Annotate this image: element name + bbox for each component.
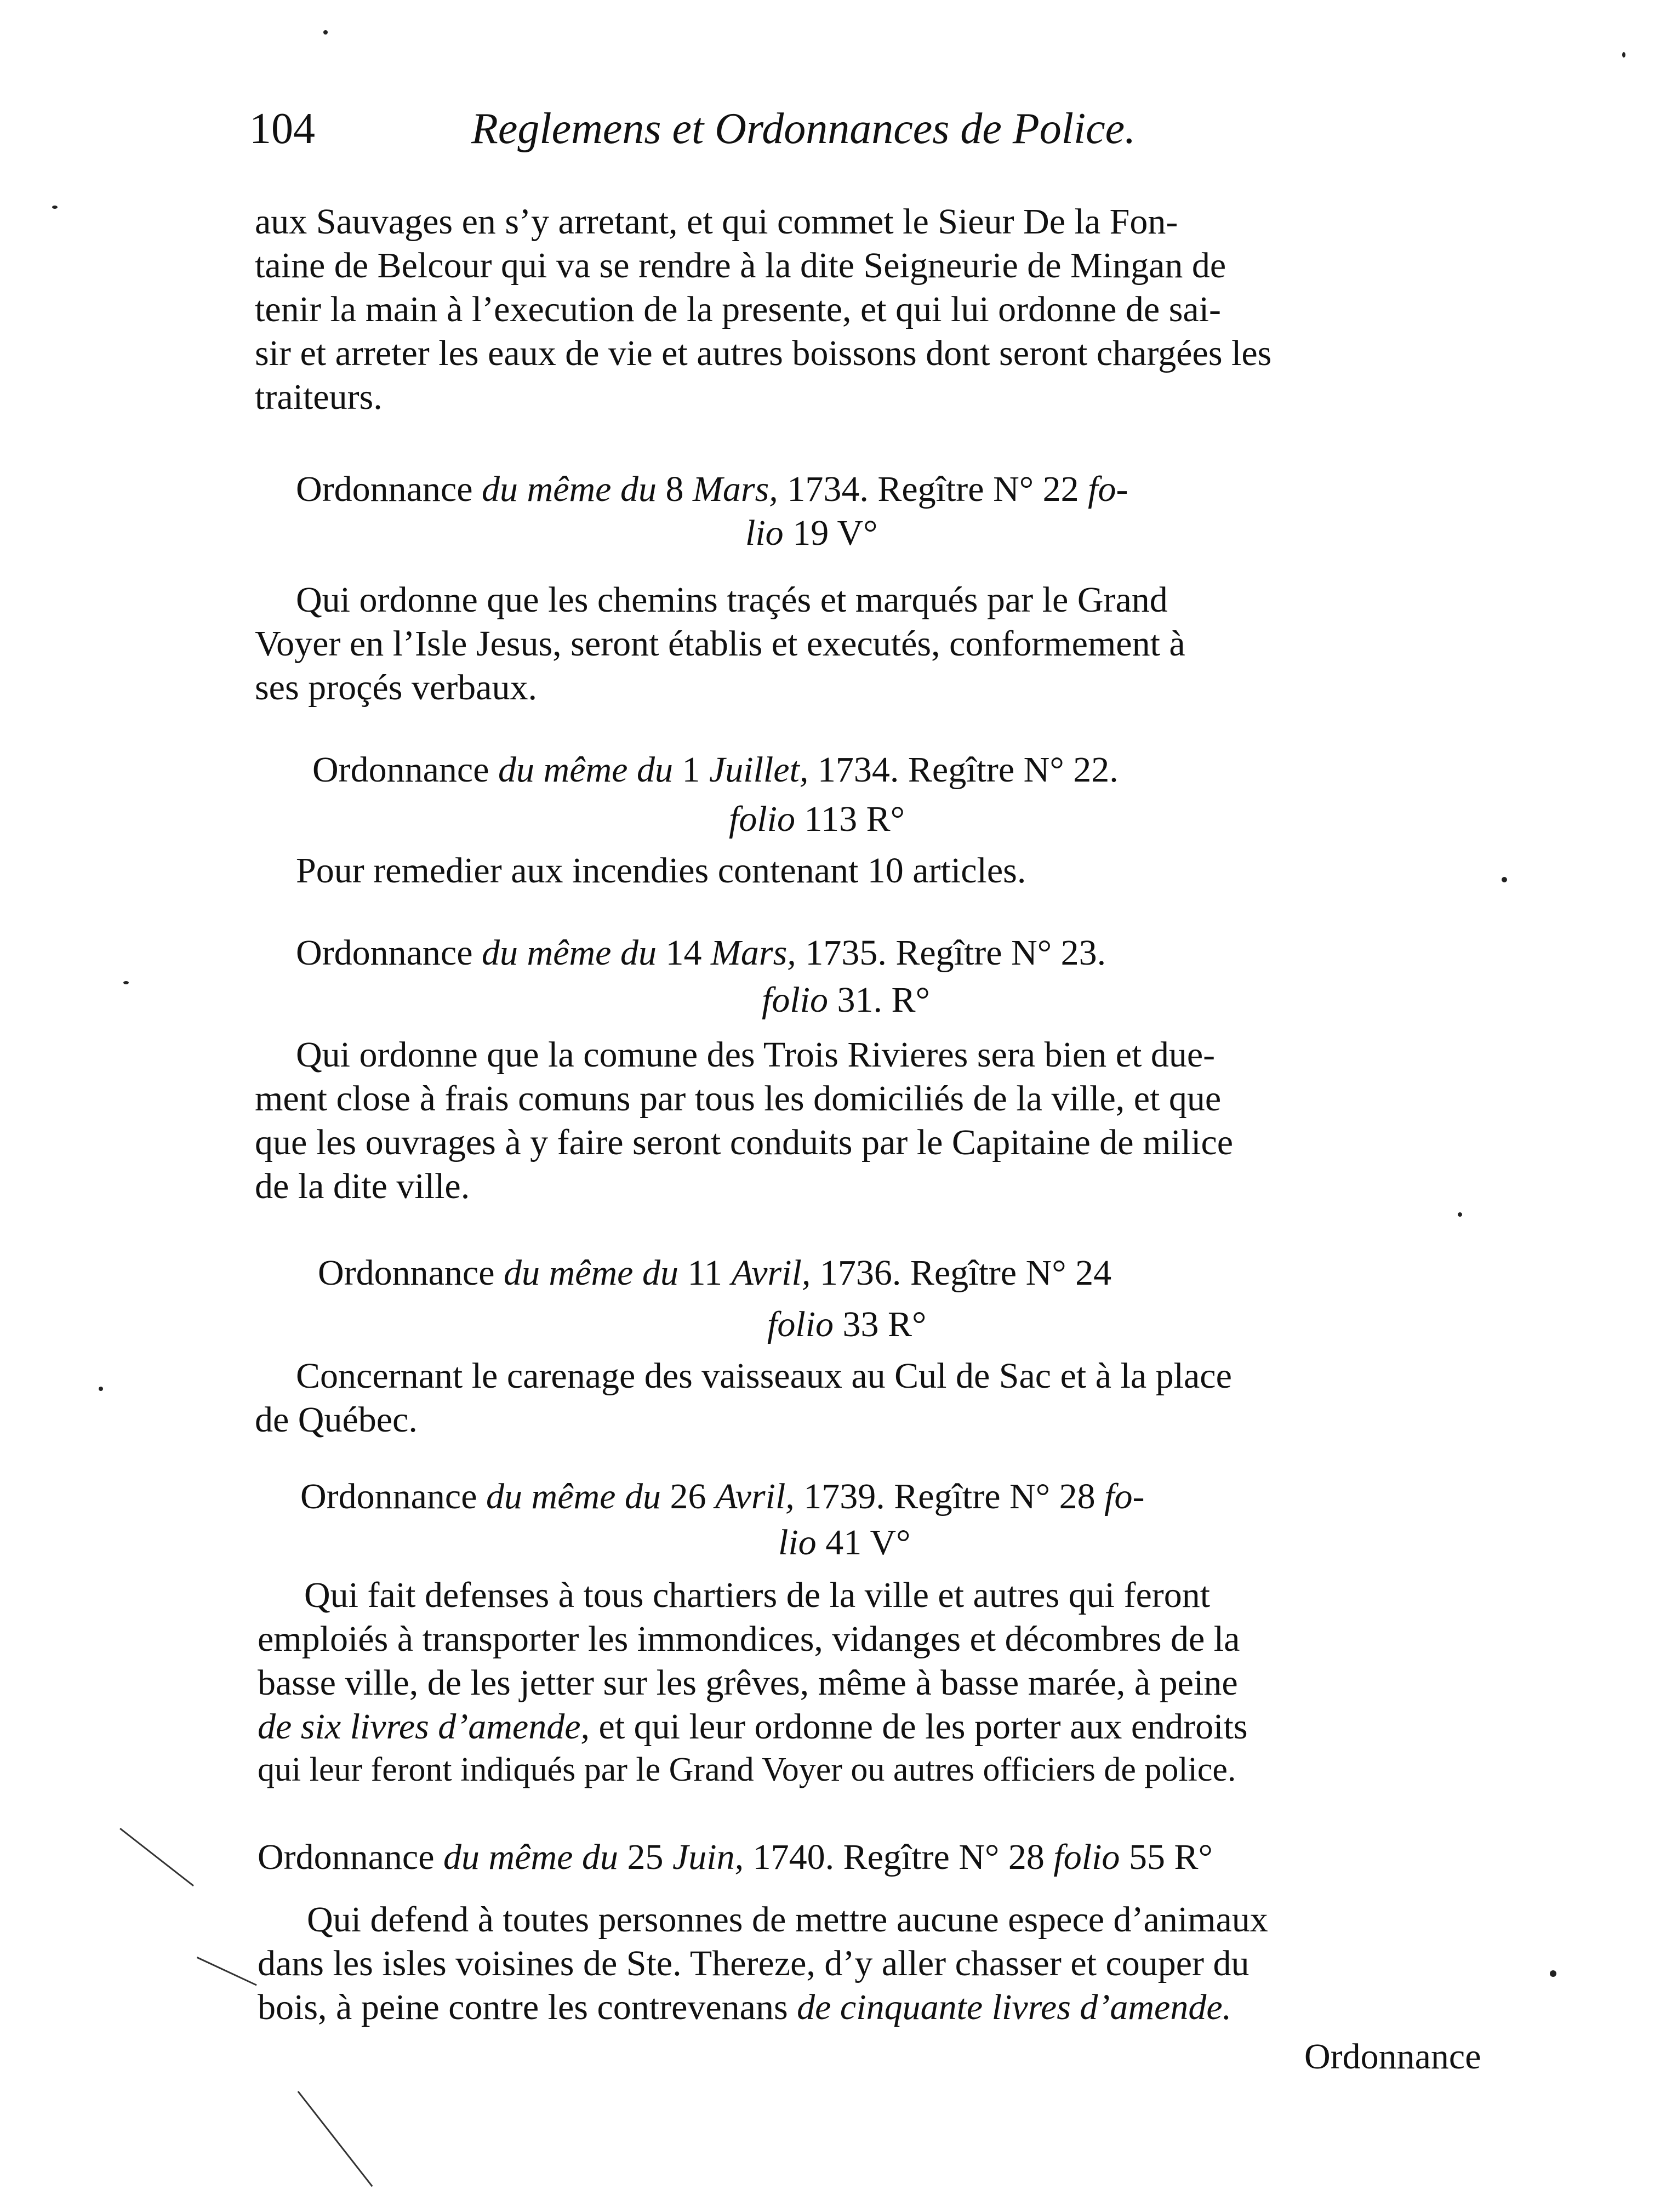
heading-folio-label: fo-	[1088, 469, 1128, 509]
folio-label: folio	[729, 799, 796, 839]
heading-month: Mars,	[710, 933, 796, 973]
text-line	[258, 1709, 1248, 1745]
text-line: aux Sauvages en s’y arretant, et qui commet le Sieur De la Fon-	[255, 202, 1178, 242]
text-line	[258, 1989, 1231, 2026]
scan-speck	[52, 206, 58, 209]
heading-day: 11	[687, 1253, 723, 1293]
heading-year: 1740.	[752, 1837, 835, 1877]
folio-label: lio	[778, 1523, 817, 1563]
heading-day: 14	[665, 933, 702, 973]
text-line: tenir la main à l’execution de la presente, et qui lui ordonne de sai-	[255, 289, 1222, 329]
text-line: dans les isles voisines de Ste. Thereze, d’y aller chasser et couper du	[258, 1943, 1250, 1983]
heading-month: Juillet,	[709, 750, 809, 790]
heading-register-number: 28	[1059, 1476, 1096, 1517]
heading-day: 26	[670, 1476, 706, 1517]
text-line: ment close à frais comuns par tous les domiciliés de la ville, et que	[255, 1079, 1222, 1119]
scan-speck	[1502, 877, 1507, 882]
text-line: emploiés à transporter les immondices, vidanges et décombres de la	[258, 1619, 1240, 1659]
text-line: taine de Belcour qui va se rendre à la dite Seigneurie de Mingan de	[255, 246, 1226, 286]
text-line: Voyer en l’Isle Jesus, seront établis et executés, conformement à	[255, 624, 1185, 664]
text-line: Qui ordonne que les chemins traçés et marqués par le Grand	[296, 580, 1168, 620]
scan-speck	[1550, 1970, 1556, 1977]
text-line: Concernant le carenage des vaisseaux au Cul de Sac et à la place	[296, 1356, 1232, 1396]
text-line: sir et arreter les eaux de vie et autres boissons dont seront chargées les	[255, 333, 1272, 373]
heading-month: Avril,	[731, 1253, 811, 1293]
heading-date-label: du même du	[498, 750, 673, 790]
heading-year: 1734.	[817, 750, 899, 790]
folio-number: 19 V°	[792, 513, 878, 553]
heading-folio-number: 55 R°	[1128, 1837, 1213, 1877]
heading-folio-label: fo-	[1104, 1476, 1145, 1517]
heading-title: Ordonnance	[312, 750, 489, 790]
scan-scratch	[197, 1957, 257, 1986]
text-line: Pour remedier aux incendies contenant 10 articles.	[296, 851, 1026, 891]
text-line: traiteurs.	[255, 377, 383, 417]
heading-month: Mars,	[692, 469, 778, 509]
heading-register: Regître N°	[910, 1253, 1066, 1293]
heading-date-label: du même du	[504, 1253, 678, 1293]
scan-speck	[323, 30, 328, 35]
folio-number: 113 R°	[804, 799, 905, 839]
italic-phrase: de six livres d’amende,	[258, 1707, 590, 1747]
heading-year: 1735.	[805, 933, 887, 973]
heading-title: Ordonnance	[318, 1253, 495, 1293]
heading-day: 25	[627, 1837, 664, 1877]
italic-phrase: de cinquante livres d’amende.	[797, 1987, 1232, 2027]
entry-heading-folio	[767, 1304, 927, 1344]
folio-number: 31. R°	[837, 980, 930, 1020]
heading-register-number: 22	[1042, 469, 1079, 509]
folio-label: folio	[762, 980, 829, 1020]
entry-heading	[318, 1255, 1111, 1291]
scan-speck	[1622, 52, 1625, 58]
page-number: 104	[249, 105, 315, 153]
heading-register: Regître N°	[894, 1476, 1051, 1517]
heading-day: 8	[665, 469, 684, 509]
heading-month: Juin,	[672, 1837, 744, 1877]
text-line: basse ville, de les jetter sur les grêves, même à basse marée, à peine	[258, 1663, 1238, 1703]
folio-label: folio	[767, 1304, 834, 1344]
entry-heading-folio	[778, 1525, 911, 1561]
entry-heading	[312, 752, 1119, 788]
text-line: de la dite ville.	[255, 1166, 470, 1206]
heading-date-label: du même du	[486, 1476, 661, 1517]
text-line: ses proçés verbaux.	[255, 668, 537, 708]
scan-scratch	[298, 2091, 373, 2187]
heading-year: 1736.	[819, 1253, 902, 1293]
text-line: Qui fait defenses à tous chartiers de la ville et autres qui feront	[304, 1575, 1211, 1615]
folio-label: lio	[745, 513, 784, 553]
heading-title: Ordonnance	[296, 933, 473, 973]
folio-number: 33 R°	[842, 1304, 927, 1344]
heading-register-number: 24	[1075, 1253, 1112, 1293]
heading-register-number: 28	[1008, 1837, 1045, 1877]
scan-speck	[99, 1387, 103, 1391]
heading-register: Regître N°	[895, 933, 1052, 973]
heading-year: 1739.	[803, 1476, 885, 1517]
folio-number: 41 V°	[825, 1523, 911, 1563]
scan-scratch	[119, 1828, 194, 1886]
heading-register: Regître N°	[908, 750, 1064, 790]
heading-title: Ordonnance	[300, 1476, 477, 1517]
heading-year: 1734.	[787, 469, 869, 509]
text-line: qui leur feront indiqués par le Grand Voyer ou autres officiers de police.	[258, 1751, 1236, 1788]
entry-heading-folio	[729, 801, 905, 837]
heading-folio-label: folio	[1053, 1837, 1120, 1877]
entry-heading-folio	[745, 515, 878, 551]
heading-date-label: du même du	[482, 469, 657, 509]
text-continuation: et qui leur ordonne de les porter aux endroits	[598, 1707, 1248, 1747]
catchword: Ordonnance	[1304, 2037, 1481, 2077]
running-title: Reglemens et Ordonnances de Police.	[471, 105, 1136, 153]
scan-speck	[123, 981, 129, 984]
text-segment: bois, à peine contre les contrevenans	[258, 1987, 788, 2027]
entry-heading-folio	[762, 982, 930, 1018]
entry-heading	[258, 1839, 1213, 1875]
heading-month: Avril,	[715, 1476, 795, 1517]
heading-register: Regître N°	[877, 469, 1034, 509]
heading-register-number: 23.	[1060, 933, 1106, 973]
text-line: Qui defend à toutes personnes de mettre aucune espece d’animaux	[307, 1900, 1268, 1940]
text-line: Qui ordonne que la comune des Trois Rivieres sera bien et due-	[296, 1035, 1216, 1075]
entry-heading	[300, 1476, 1145, 1517]
heading-date-label: du même du	[443, 1837, 618, 1877]
heading-date-label: du même du	[482, 933, 657, 973]
entry-heading	[296, 471, 1128, 508]
scan-speck	[1458, 1212, 1462, 1217]
heading-title: Ordonnance	[258, 1837, 435, 1877]
heading-title: Ordonnance	[296, 469, 473, 509]
text-line: que les ouvrages à y faire seront conduits par le Capitaine de milice	[255, 1122, 1234, 1162]
entry-heading	[296, 935, 1106, 971]
heading-register: Regître N°	[843, 1837, 1000, 1877]
heading-day: 1	[682, 750, 700, 790]
heading-register-number: 22.	[1073, 750, 1119, 790]
text-line: de Québec.	[255, 1400, 418, 1440]
